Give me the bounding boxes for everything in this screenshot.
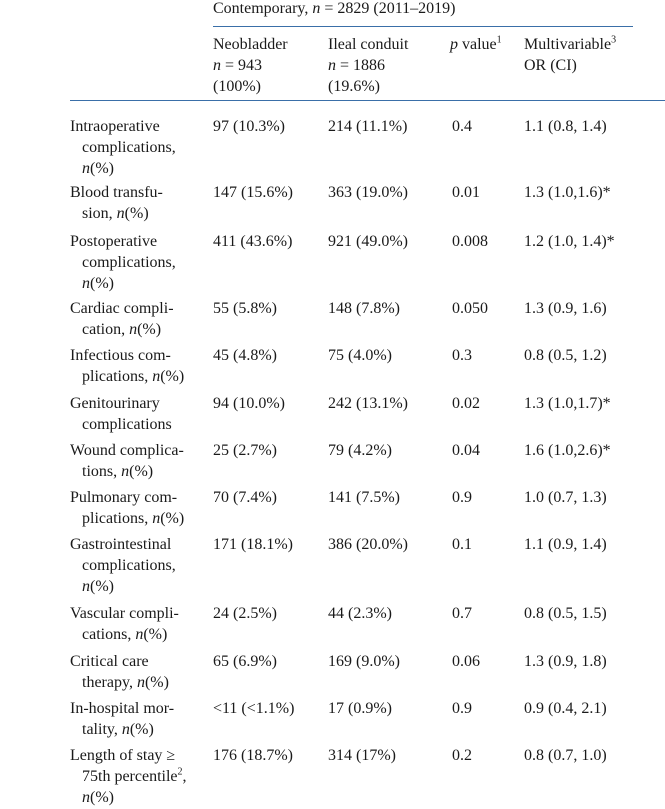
- cell-multivariable-or: 1.1 (0.8, 1.4): [524, 118, 607, 135]
- cell-multivariable-or: 1.3 (0.9, 1.6): [524, 300, 607, 317]
- cell-neobladder: 70 (7.4%): [213, 489, 277, 506]
- cell-ileal-conduit: 386 (20.0%): [328, 536, 408, 553]
- cell-p-value: 0.3: [452, 347, 472, 364]
- row-label: Genitourinary complications: [70, 395, 172, 433]
- cell-p-value: 0.4: [452, 118, 472, 135]
- cell-multivariable-or: 0.9 (0.4, 2.1): [524, 700, 607, 717]
- cell-p-value: 0.01: [452, 184, 480, 201]
- cell-neobladder: 45 (4.8%): [213, 347, 277, 364]
- row-label: In-hospital mor- tality, n(%): [70, 700, 175, 738]
- cell-p-value: 0.7: [452, 605, 472, 622]
- row-label: Infectious com- plications, n(%): [70, 347, 185, 385]
- cell-multivariable-or: 1.3 (1.0,1.6)*: [524, 184, 611, 201]
- cell-neobladder: 65 (6.9%): [213, 653, 277, 670]
- row-label: Wound complica- tions, n(%): [70, 442, 184, 480]
- cell-multivariable-or: 1.2 (1.0, 1.4)*: [524, 233, 615, 250]
- cell-neobladder: 55 (5.8%): [213, 300, 277, 317]
- cell-multivariable-or: 1.0 (0.7, 1.3): [524, 489, 607, 506]
- cell-ileal-conduit: 75 (4.0%): [328, 347, 392, 364]
- cell-ileal-conduit: 148 (7.8%): [328, 300, 400, 317]
- cell-neobladder: 411 (43.6%): [213, 233, 293, 250]
- row-label: Critical care therapy, n(%): [70, 653, 169, 691]
- cell-ileal-conduit: 141 (7.5%): [328, 489, 400, 506]
- col-header-neobladder: Neobladder n = 943 (100%): [213, 36, 288, 95]
- col-header-ileal-conduit: Ileal conduit n = 1886 (19.6%): [328, 36, 409, 95]
- cell-neobladder: 25 (2.7%): [213, 442, 277, 459]
- cell-ileal-conduit: 17 (0.9%): [328, 700, 392, 717]
- cell-neobladder: 176 (18.7%): [213, 747, 293, 764]
- col-header-p-value: p value$^1$: [450, 34, 502, 53]
- row-label: Pulmonary com- plications, n(%): [70, 489, 185, 527]
- row-label: Postoperative complications, n(%): [70, 233, 176, 292]
- cell-ileal-conduit: 169 (9.0%): [328, 653, 400, 670]
- cell-multivariable-or: 0.8 (0.7, 1.0): [524, 747, 607, 764]
- group-rule: [213, 26, 633, 27]
- cell-p-value: 0.9: [452, 489, 472, 506]
- cell-ileal-conduit: 79 (4.2%): [328, 442, 392, 459]
- cell-multivariable-or: 1.1 (0.9, 1.4): [524, 536, 607, 553]
- cell-neobladder: 97 (10.3%): [213, 118, 285, 135]
- header-rule: [70, 100, 665, 101]
- row-label: Vascular compli- cations, n(%): [70, 605, 179, 643]
- cell-multivariable-or: 0.8 (0.5, 1.2): [524, 347, 607, 364]
- cell-multivariable-or: 1.3 (1.0,1.7)*: [524, 395, 611, 412]
- row-label: Intraoperative complications, n(%): [70, 118, 176, 177]
- cell-neobladder: 94 (10.0%): [213, 395, 285, 412]
- cell-p-value: 0.008: [452, 233, 488, 250]
- row-label: Cardiac compli- cation, n(%): [70, 300, 174, 338]
- cell-p-value: 0.2: [452, 747, 472, 764]
- cell-ileal-conduit: 214 (11.1%): [328, 118, 408, 135]
- table-group-title: Contemporary, n = 2829 (2011–2019): [213, 0, 456, 17]
- cell-p-value: 0.02: [452, 395, 480, 412]
- cell-ileal-conduit: 242 (13.1%): [328, 395, 408, 412]
- cell-neobladder: 24 (2.5%): [213, 605, 277, 622]
- row-label: Length of stay ≥ 75th percentile$^2$, n(%): [70, 747, 187, 806]
- cell-p-value: 0.9: [452, 700, 472, 717]
- row-label: Gastrointestinal complications, n(%): [70, 536, 176, 595]
- cell-ileal-conduit: 44 (2.3%): [328, 605, 392, 622]
- cell-p-value: 0.050: [452, 300, 488, 317]
- cell-multivariable-or: 1.6 (1.0,2.6)*: [524, 442, 611, 459]
- row-label: Blood transfu- sion, n(%): [70, 184, 163, 222]
- cell-neobladder: 147 (15.6%): [213, 184, 293, 201]
- cell-neobladder: 171 (18.1%): [213, 536, 293, 553]
- cell-ileal-conduit: 363 (19.0%): [328, 184, 408, 201]
- cell-ileal-conduit: 314 (17%): [328, 747, 396, 764]
- cell-multivariable-or: 1.3 (0.9, 1.8): [524, 653, 607, 670]
- cell-neobladder: <11 (<1.1%): [213, 700, 295, 717]
- col-header-multivariable: Multivariable$^3$ OR (CI): [524, 34, 617, 74]
- cell-p-value: 0.06: [452, 653, 480, 670]
- cell-p-value: 0.04: [452, 442, 480, 459]
- cell-p-value: 0.1: [452, 536, 472, 553]
- cell-ileal-conduit: 921 (49.0%): [328, 233, 408, 250]
- cell-multivariable-or: 0.8 (0.5, 1.5): [524, 605, 607, 622]
